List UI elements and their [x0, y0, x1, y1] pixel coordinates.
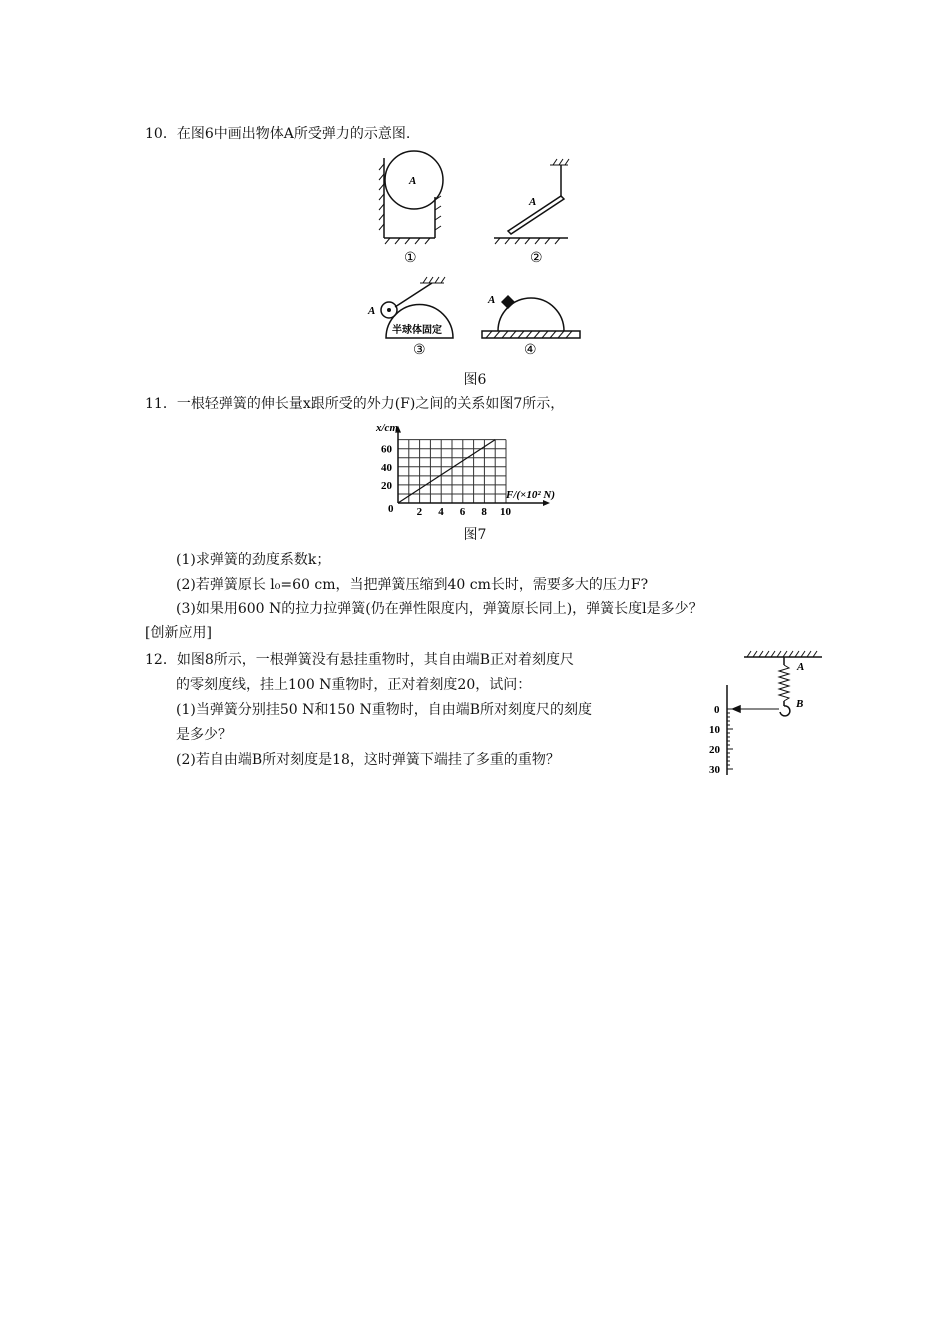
q10-text: 10．在图6中画出物体A所受弹力的示意图.	[145, 126, 411, 142]
y-tick-label: 40	[381, 461, 392, 474]
fig8-scale-0: 0	[714, 704, 720, 716]
y-tick-label: 60	[381, 443, 392, 456]
x-tick-label: 8	[481, 506, 487, 518]
q12-line-5: (2)若自由端B所对刻度是18，这时弹簧下端挂了多重的重物？	[176, 752, 560, 768]
fig6-panel-4	[482, 298, 580, 338]
fig6-panel-1	[379, 151, 443, 244]
fig6-hemisphere-label: 半球体固定	[392, 325, 442, 336]
fig8-label-a: A	[797, 661, 805, 673]
fig6-caption-2: ②	[530, 251, 543, 266]
fig6-caption: 图6	[463, 372, 487, 388]
fig6-caption-1: ①	[404, 251, 417, 266]
fig8-scale-20: 20	[709, 744, 720, 756]
fig6-label-a1: A	[409, 175, 417, 187]
x-tick-label: 4	[438, 506, 444, 518]
q12-line-1: 12．如图8所示，一根弹簧没有悬挂重物时，其自由端B正对着刻度尺	[145, 652, 575, 668]
fig8-scale-30: 30	[709, 764, 720, 776]
q11-part-1: (1)求弹簧的劲度系数k；	[176, 552, 331, 568]
chart-grid	[398, 440, 506, 503]
y-tick-label: 20	[381, 479, 392, 492]
figure-7-chart	[370, 418, 630, 528]
x-axis-label: F/(×10² N)	[506, 489, 555, 501]
q12-line-2: 的零刻度线，挂上100 N重物时，正对着刻度20，试问：	[176, 677, 532, 693]
x-tick-label: 6	[459, 506, 466, 518]
x-tick-label: 2	[416, 506, 423, 518]
chart-ticks	[381, 444, 512, 518]
fig8-scale-10: 10	[709, 724, 720, 736]
q11-part-3: (3)如果用600 N的拉力拉弹簧(仍在弹性限度内，弹簧原长同上)，弹簧长度l是多少？	[176, 601, 703, 617]
section-heading: [创新应用]	[145, 625, 212, 641]
y-axis-label: x/cm	[376, 422, 398, 434]
q12-line-4: 是多少？	[176, 727, 232, 743]
fig6-label-a2: A	[529, 196, 537, 208]
fig6-caption-4: ④	[524, 343, 537, 358]
figure-8	[727, 651, 822, 775]
fig7-caption: 图7	[463, 527, 487, 543]
block-icon	[501, 295, 515, 309]
q11-text: 11．一根轻弹簧的伸长量x跟所受的外力(F)之间的关系如图7所示，	[145, 396, 565, 412]
q12-line-3: (1)当弹簧分别挂50 N和150 N重物时，自由端B所对刻度尺的刻度	[176, 702, 593, 718]
origin-label: 0	[388, 503, 394, 515]
fig6-label-a4: A	[488, 294, 496, 306]
fig8-label-b: B	[796, 698, 804, 710]
x-tick-label: 10	[500, 506, 511, 518]
fig6-caption-3: ③	[413, 343, 426, 358]
q11-part-2: (2)若弹簧原长 l₀=60 cm，当把弹簧压缩到40 cm长时，需要多大的压力F?	[176, 577, 649, 593]
fig6-label-a3: A	[368, 305, 376, 317]
